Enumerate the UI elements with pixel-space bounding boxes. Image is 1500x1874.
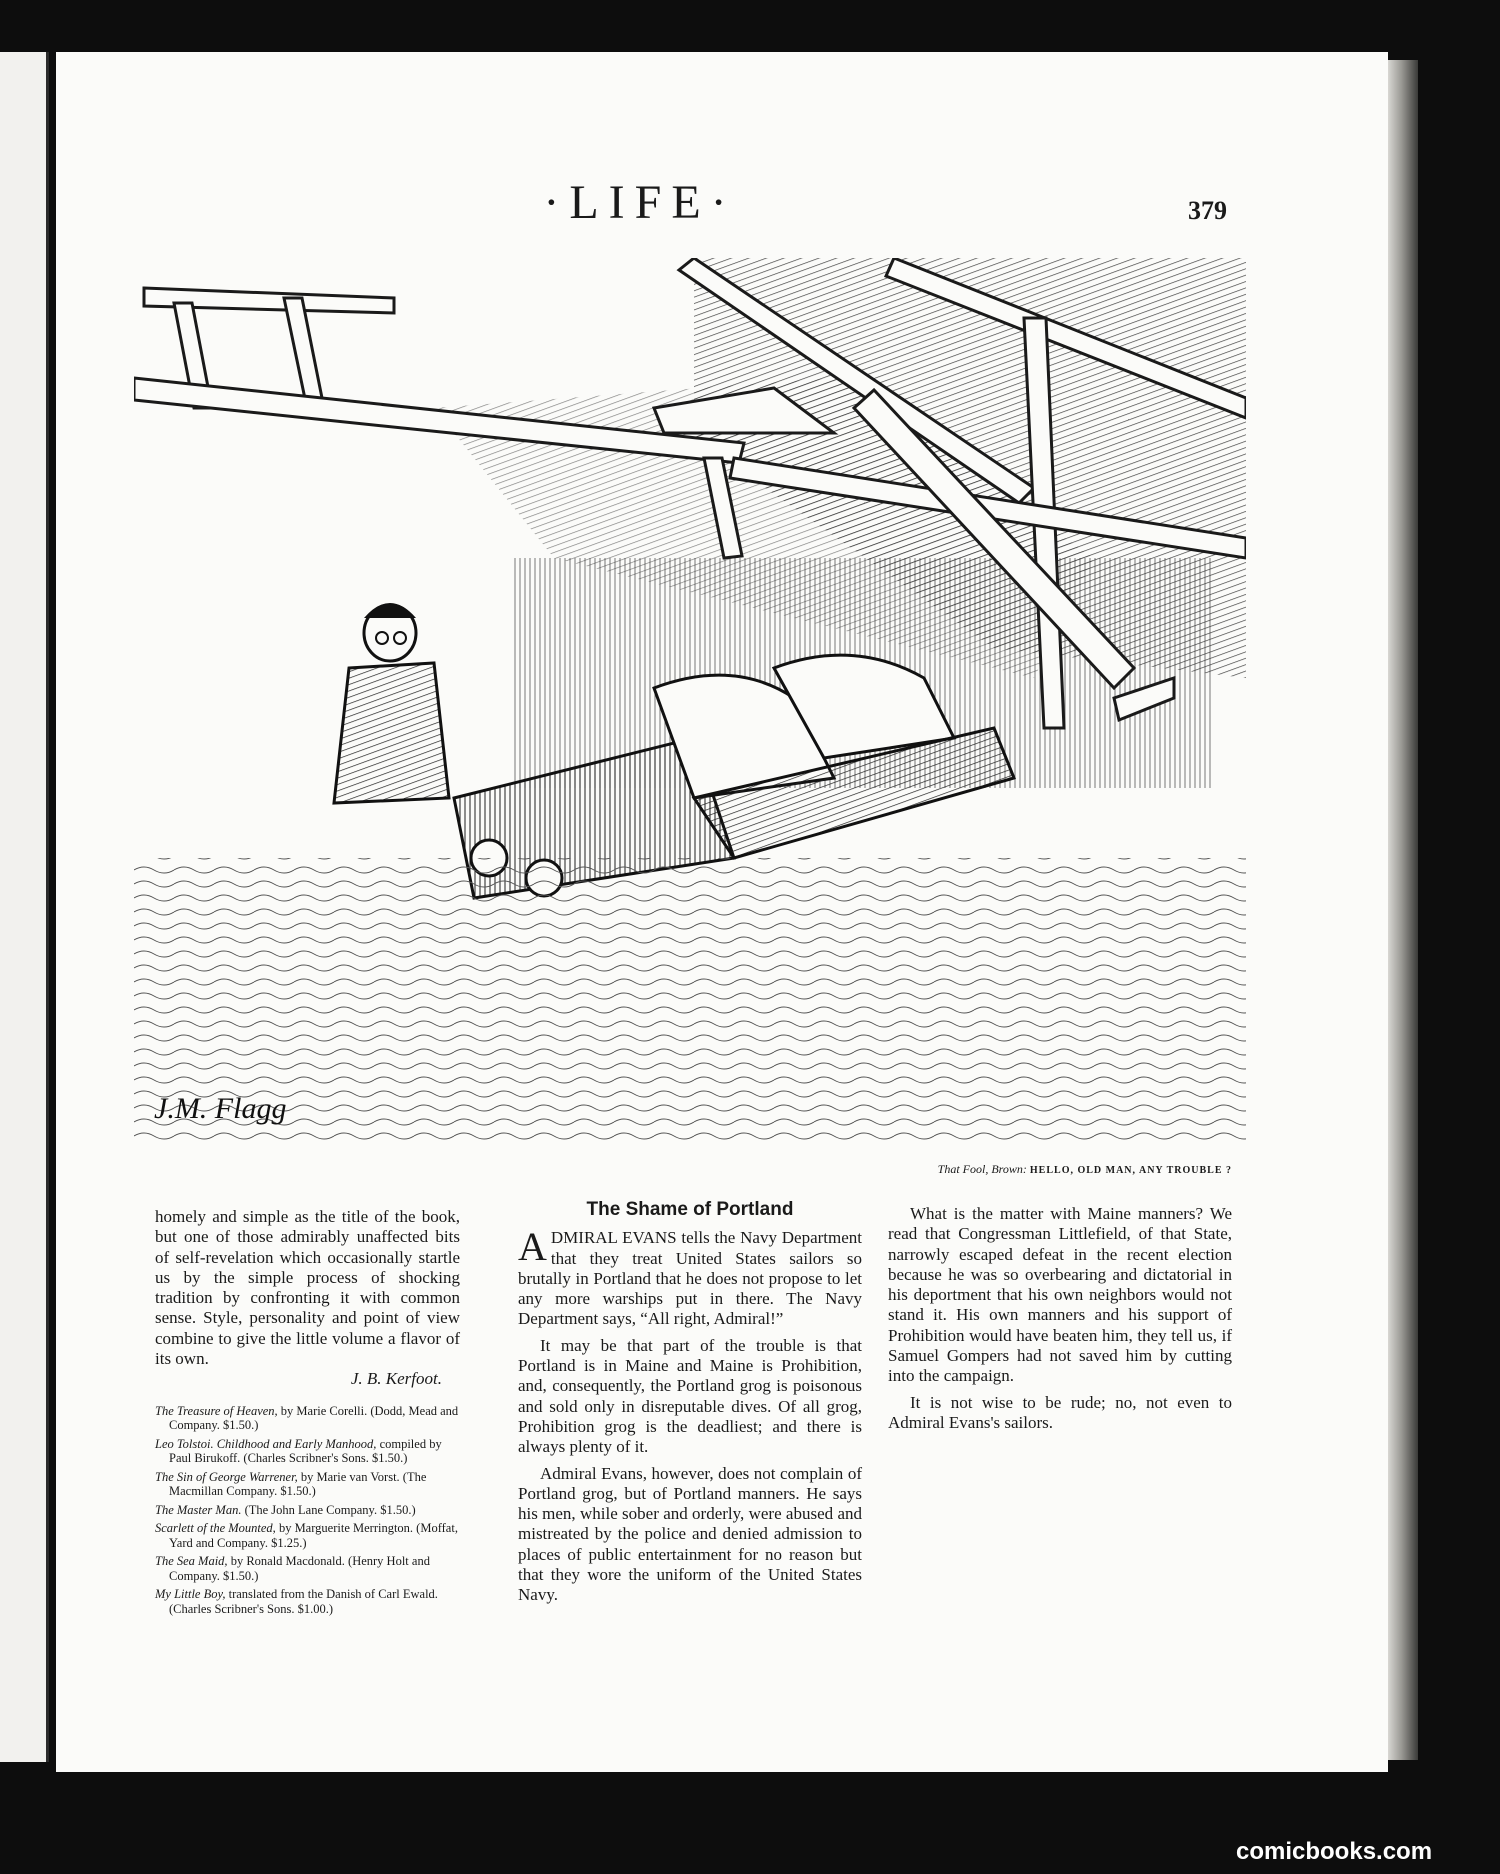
book-list [155, 1404, 460, 1617]
book-details: (The John Lane Company. $1.50.) [244, 1502, 416, 1517]
page-stack-edge [1388, 60, 1418, 1760]
book-list-item [155, 1437, 460, 1466]
book-title: The Sin of George Warrener, [155, 1469, 298, 1484]
review-body: homely and simple as the title of the book, but one of those admirably unaffected bits of self-revelation which occasionally startle us by the simple process of shocking tradition by confronting it with common sense. Style, personality and point of view combine to give the little volume a flavor of its own. [155, 1207, 460, 1369]
book-details: by Marie van Vorst. (The Macmillan Company. $1.50.) [169, 1469, 427, 1499]
previous-page-edge [0, 52, 49, 1762]
river-water [134, 858, 1246, 1140]
article-paragraph: It is not wise to be rude; no, not even to Admiral Evans's sailors. [888, 1392, 1232, 1432]
book-title: The Treasure of Heaven, [155, 1403, 278, 1418]
article-paragraph [518, 1224, 862, 1329]
book-list-item [155, 1587, 460, 1616]
review-column [155, 1207, 460, 1620]
book-details: by Ronald Macdonald. (Henry Holt and Company. $1.50.) [169, 1554, 430, 1583]
book-list-item [155, 1470, 460, 1499]
book-title: Scarlett of the Mounted, [155, 1521, 276, 1536]
article-title: The Shame of Portland [586, 1199, 794, 1220]
book-title: The Sea Maid, [155, 1554, 228, 1569]
drop-cap: A [518, 1224, 547, 1270]
illustration-caption [512, 1162, 1232, 1177]
masthead-title: ·LIFE· [543, 176, 737, 229]
book-title: My Little Boy, [155, 1587, 226, 1602]
site-watermark: comicbooks.com [1236, 1838, 1433, 1865]
book-details: translated from the Danish of Carl Ewald. (Charles Scribner's Sons. $1.00.) [169, 1587, 438, 1616]
book-details: compiled by Paul Birukoff. (Charles Scribner's Sons. $1.50.) [169, 1436, 442, 1466]
cartoon-illustration [134, 258, 1246, 1140]
caption-speaker: That Fool, Brown: [937, 1162, 1027, 1176]
book-list-item [155, 1503, 460, 1518]
caption-speech: HELLO, OLD MAN, ANY TROUBLE ? [1029, 1165, 1232, 1176]
book-details: by Marguerite Merrington. (Moffat, Yard and Company. $1.25.) [169, 1521, 458, 1550]
article-paragraph: It may be that part of the trouble is that Portland is in Maine and Maine is Prohibition, and, consequently, the Portland grog is poisonous and sold only in disreputable dives. Of all grog, Prohibition grog is the deadliest; and there is always plenty of it. [518, 1335, 862, 1457]
page-number: 379 [1188, 196, 1227, 225]
book-title: Leo Tolstoi. Childhood and Early Manhood, [155, 1436, 377, 1451]
article-paragraph: Admiral Evans, however, does not complain of Portland grog, but of Portland manners. He says his men, while sober and orderly, were abused and mistreated by the police and denied admission to places of public entertainment for no reason but that they wore the uniform of the United States Navy. [518, 1463, 862, 1605]
review-signature: J. B. Kerfoot. [350, 1369, 442, 1389]
book-list-item [155, 1554, 460, 1583]
article-paragraph: What is the matter with Maine manners? We read that Congressman Littlefield, of that State, narrowly escaped defeat in the recent election because he was so overbearing and dictatorial in his deportment that his own neighbors would not stand it. His own manners and his support of Prohibition would have beaten him, they tell us, if Samuel Gompers had not saved him by cutting into the campaign. [888, 1204, 1232, 1386]
article-column-1 [518, 1200, 862, 1606]
book-details: by Marie Corelli. (Dodd, Mead and Company. $1.50.) [169, 1403, 459, 1433]
book-list-item [155, 1404, 460, 1433]
article-paragraph-text: DMIRAL EVANS tells the Navy Department that they treat United States sailors so brutally in Portland that he does not propose to let any more warships put in there. The Navy Department says, “All right, Admiral!” [518, 1228, 862, 1329]
article-column-2 [888, 1204, 1232, 1433]
book-list-item [155, 1521, 460, 1550]
artist-signature: J.M. Flagg [154, 1092, 287, 1125]
book-title: The Master Man. [155, 1502, 242, 1517]
